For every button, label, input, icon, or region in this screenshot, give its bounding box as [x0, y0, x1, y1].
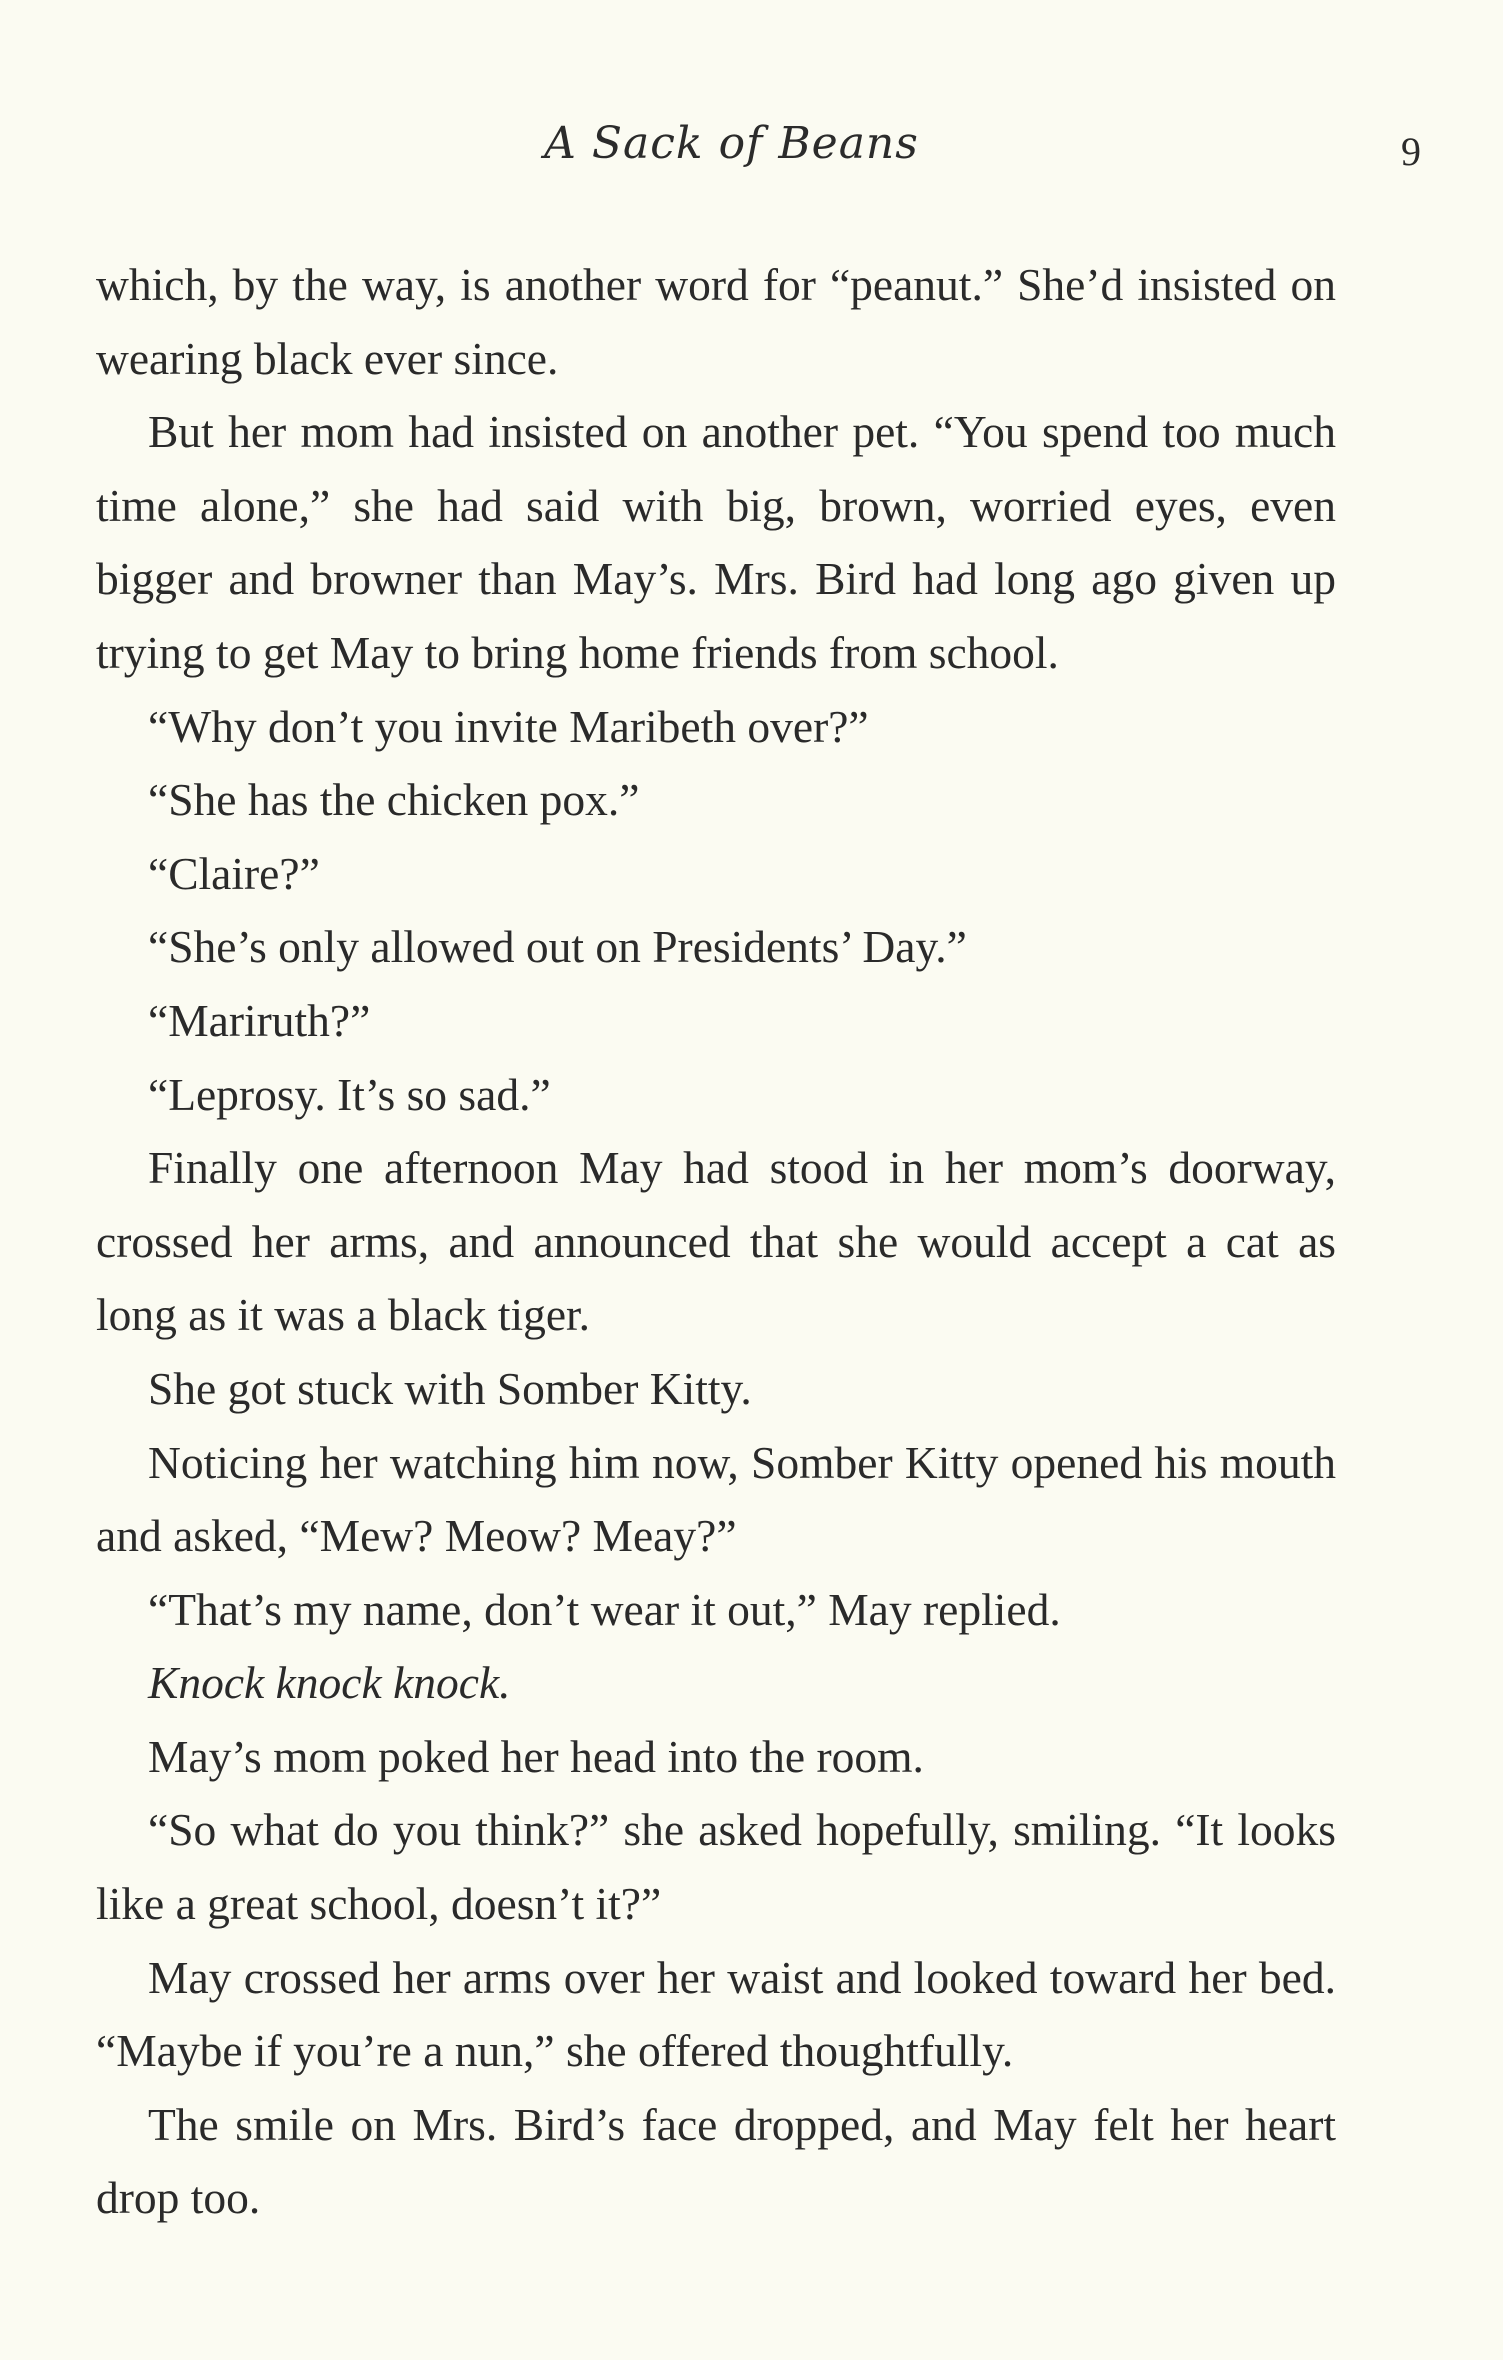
paragraph: But her mom had insisted on another pet. “You spend too much time alone,” she had said with big, brown, worried eyes, even bigger and browner than May’s. Mrs. Bird had long ago given up trying to get May to bring home friends from school.: [96, 406, 1336, 678]
dialogue-line: “So what do you think?” she asked hopefully, smiling. “It looks like a great school, doesn’t it?”: [96, 1804, 1336, 1930]
dialogue-line: “Leprosy. It’s so sad.”: [148, 1068, 551, 1120]
paragraph: May crossed her arms over her waist and looked toward her bed. “Maybe if you’re a nun,” she offered thoughtfully.: [96, 1951, 1336, 2077]
paragraph: Noticing her watching him now, Somber Kitty opened his mouth and asked, “Mew? Meow? Meay?”: [96, 1436, 1336, 1562]
paragraph: The smile on Mrs. Bird’s face dropped, and May felt her heart drop too.: [96, 2098, 1336, 2224]
dialogue-line: “She has the chicken pox.”: [148, 774, 640, 826]
paragraph: She got stuck with Somber Kitty.: [148, 1362, 752, 1414]
body-text: [96, 248, 1336, 2235]
dialogue-line: “Mariruth?”: [148, 994, 371, 1046]
page-number: 9: [1401, 129, 1421, 174]
dialogue-line: “Claire?”: [148, 847, 320, 899]
italic-line: Knock knock knock.: [148, 1657, 511, 1709]
paragraph: Finally one afternoon May had stood in her mom’s doorway, crossed her arms, and announced that she would accept a cat as long as it was a black tiger.: [96, 1142, 1336, 1341]
paragraph: which, by the way, is another word for “peanut.” She’d insisted on wearing black ever since.: [96, 259, 1336, 384]
dialogue-line: “She’s only allowed out on Presidents’ Day.”: [148, 921, 967, 973]
dialogue-line: “That’s my name, don’t wear it out,” May replied.: [148, 1583, 1061, 1635]
dialogue-line: “Why don’t you invite Maribeth over?”: [148, 700, 869, 752]
running-head: A Sack of Beans: [544, 118, 919, 169]
paragraph: May’s mom poked her head into the room.: [148, 1730, 924, 1782]
